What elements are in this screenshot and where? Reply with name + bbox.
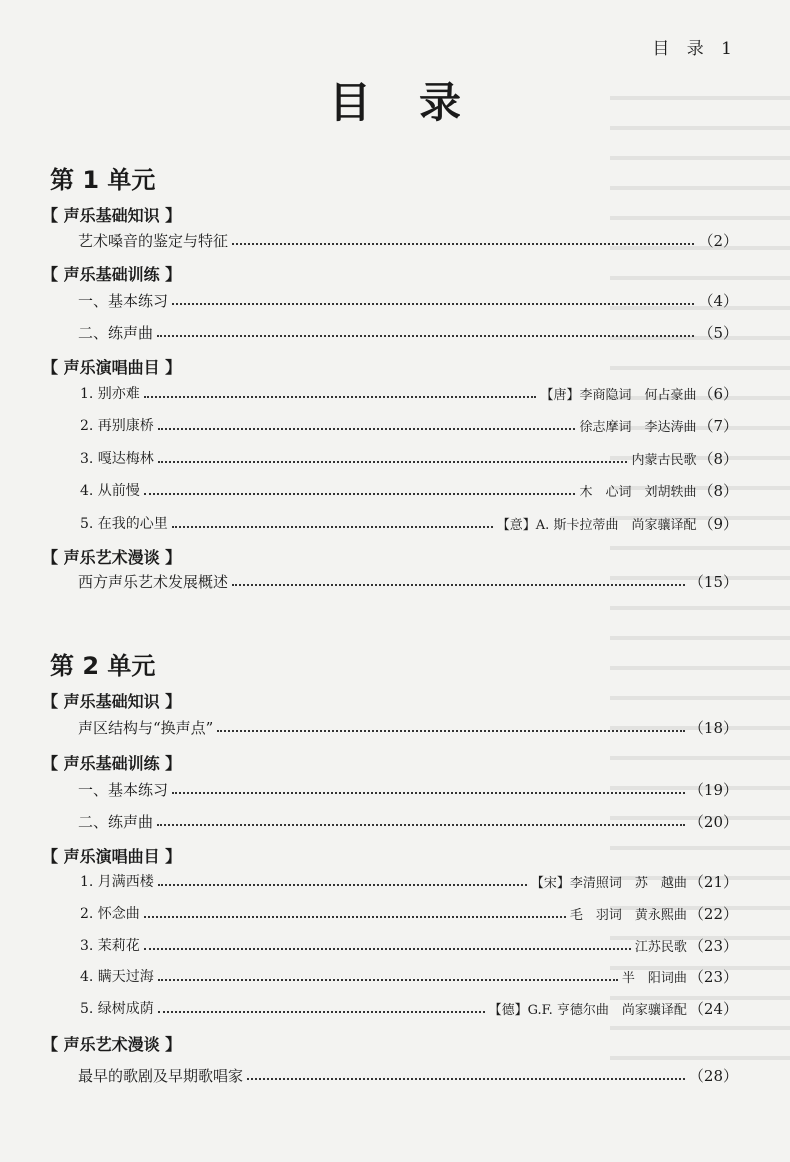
entry-author: 【意】A. 斯卡拉蒂曲 尚家骧译配 [496, 517, 697, 533]
section-label: 【 声乐基础训练 】 [42, 754, 182, 773]
toc-entry[interactable] [78, 288, 738, 312]
dot-leader [157, 335, 694, 337]
toc-entry[interactable] [80, 511, 738, 535]
entry-page: （23） [688, 936, 738, 955]
dot-leader [172, 303, 694, 305]
entry-title: 3. 嘎达梅林 [80, 451, 154, 467]
dot-leader [172, 526, 493, 528]
entry-author: 【唐】李商隐词 何占豪曲 [540, 387, 697, 403]
dot-leader [144, 396, 537, 398]
entry-title: 5. 绿树成荫 [80, 1001, 154, 1017]
section-label: 【 声乐艺术漫谈 】 [42, 548, 182, 567]
entry-author: 徐志摩词 李达涛曲 [579, 419, 697, 435]
entry-title: 一、基本练习 [78, 780, 169, 799]
entry-author: 半 阳词曲 [621, 970, 687, 986]
entry-title: 二、练声曲 [78, 812, 154, 831]
entry-page: （6） [698, 384, 738, 403]
entry-page: （15） [688, 572, 738, 591]
toc-entry[interactable] [78, 228, 738, 252]
toc-entry[interactable] [80, 478, 738, 502]
toc-entry[interactable] [80, 869, 738, 893]
entry-page: （2） [698, 231, 738, 250]
entry-page: （9） [698, 514, 738, 533]
entry-page: （24） [688, 999, 738, 1018]
toc-entry[interactable] [80, 964, 738, 988]
entry-page: （8） [698, 481, 738, 500]
entry-title: 最早的歌剧及早期歌唱家 [78, 1066, 244, 1085]
toc-entry[interactable] [78, 1063, 738, 1087]
dot-leader [232, 584, 685, 586]
entry-page: （4） [698, 291, 738, 310]
entry-title: 2. 怀念曲 [80, 906, 140, 922]
entry-page: （21） [688, 872, 738, 891]
entry-title: 艺术嗓音的鉴定与特征 [78, 231, 229, 250]
entry-title: 3. 茉莉花 [80, 938, 140, 954]
entry-author: 毛 羽词 黄永熙曲 [569, 907, 687, 923]
dot-leader [157, 824, 685, 826]
dot-leader [217, 730, 685, 732]
entry-title: 2. 再别康桥 [80, 418, 154, 434]
dot-leader [158, 979, 618, 981]
entry-author: 【宋】李清照词 苏 越曲 [530, 875, 687, 891]
dot-leader [144, 948, 631, 950]
entry-title: 4. 瞒天过海 [80, 969, 154, 985]
section-label: 【 声乐艺术漫谈 】 [42, 1035, 182, 1054]
dot-leader [158, 428, 576, 430]
dot-leader [144, 493, 576, 495]
dot-leader [247, 1078, 685, 1080]
dot-leader [158, 461, 628, 463]
toc-entry[interactable] [80, 413, 738, 437]
unit-title: 第 2 单元 [50, 652, 156, 680]
section-label: 【 声乐基础知识 】 [42, 206, 182, 225]
entry-page: （28） [688, 1066, 738, 1085]
toc-entry[interactable] [80, 381, 738, 405]
section-label: 【 声乐演唱曲目 】 [42, 358, 182, 377]
entry-page: （23） [688, 967, 738, 986]
entry-author: 内蒙古民歌 [631, 452, 697, 468]
entry-page: （8） [698, 449, 738, 468]
toc-entry[interactable] [80, 933, 738, 957]
toc-entry[interactable] [78, 569, 738, 593]
section-label: 【 声乐基础训练 】 [42, 265, 182, 284]
entry-title: 5. 在我的心里 [80, 516, 168, 532]
section-label: 【 声乐演唱曲目 】 [42, 847, 182, 866]
entry-title: 声区结构与“换声点” [78, 718, 214, 737]
entry-page: （18） [688, 718, 738, 737]
running-header: 目 录 1 [652, 39, 738, 59]
dot-leader [172, 792, 685, 794]
toc-entry[interactable] [78, 809, 738, 833]
toc-entry[interactable] [80, 446, 738, 470]
toc-entry[interactable] [78, 777, 738, 801]
dot-leader [144, 916, 566, 918]
entry-title: 一、基本练习 [78, 291, 169, 310]
entry-page: （5） [698, 323, 738, 342]
entry-author: 【德】G.F. 亨德尔曲 尚家骧译配 [488, 1002, 687, 1018]
toc-entry[interactable] [78, 320, 738, 344]
entry-page: （22） [688, 904, 738, 923]
toc-entry[interactable] [80, 901, 738, 925]
section-label: 【 声乐基础知识 】 [42, 692, 182, 711]
dot-leader [232, 243, 694, 245]
entry-author: 木 心词 刘胡轶曲 [579, 484, 697, 500]
entry-title: 西方声乐艺术发展概述 [78, 572, 229, 591]
entry-title: 1. 月满西楼 [80, 874, 154, 890]
entry-page: （7） [698, 416, 738, 435]
page-title: 目录 [328, 78, 509, 127]
entry-page: （19） [688, 780, 738, 799]
toc-entry[interactable] [80, 996, 738, 1020]
unit-title: 第 1 单元 [50, 166, 156, 194]
toc-entry[interactable] [78, 715, 738, 739]
entry-title: 二、练声曲 [78, 323, 154, 342]
entry-title: 1. 别亦难 [80, 386, 140, 402]
entry-title: 4. 从前慢 [80, 483, 140, 499]
entry-page: （20） [688, 812, 738, 831]
dot-leader [158, 884, 527, 886]
dot-leader [158, 1011, 485, 1013]
entry-author: 江苏民歌 [634, 939, 687, 955]
